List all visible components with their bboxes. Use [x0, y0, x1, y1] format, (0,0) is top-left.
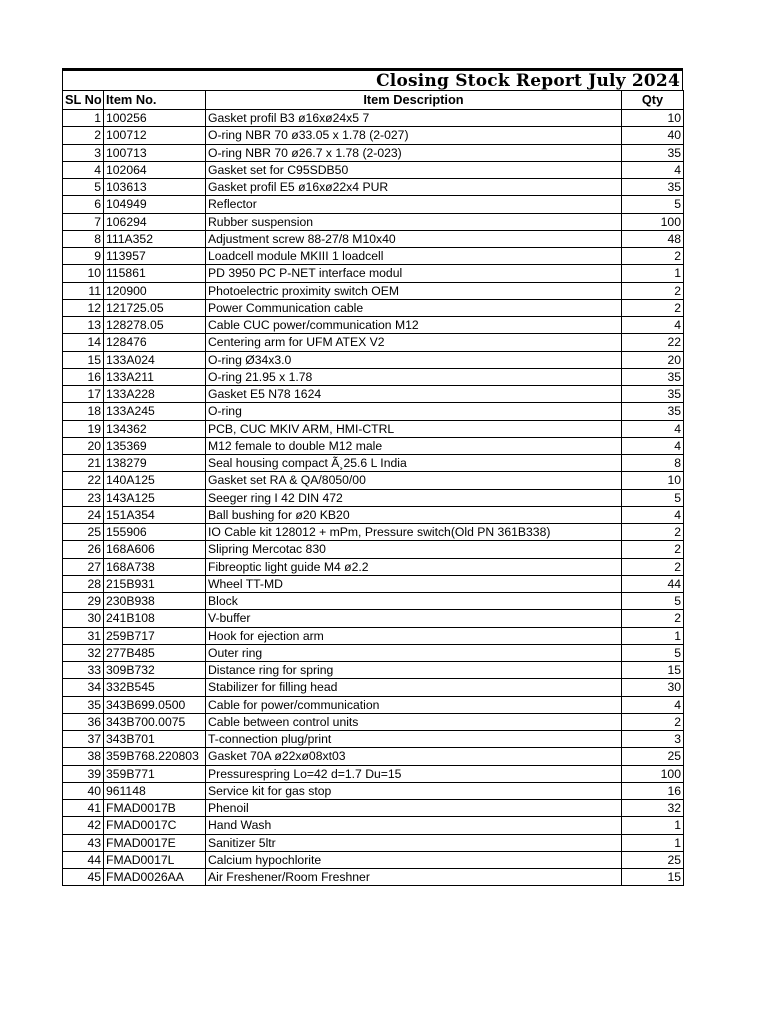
- qty-cell: 35: [622, 403, 684, 420]
- sl-no-cell: 12: [63, 299, 104, 316]
- qty-cell: 2: [622, 248, 684, 265]
- table-row: [63, 420, 684, 437]
- item-no-cell: 359B771: [104, 765, 206, 782]
- description-cell: Gasket profil B3 ø16xø24x5 7: [206, 110, 622, 127]
- table-row: [63, 282, 684, 299]
- item-no-cell: 332B545: [104, 679, 206, 696]
- table-row: [63, 644, 684, 661]
- sl-no-cell: 30: [63, 610, 104, 627]
- qty-cell: 2: [622, 282, 684, 299]
- item-no-cell: 120900: [104, 282, 206, 299]
- table-row: [63, 472, 684, 489]
- item-no-cell: 215B931: [104, 575, 206, 592]
- sl-no-cell: 33: [63, 662, 104, 679]
- table-row: [63, 403, 684, 420]
- header-description: Item Description: [206, 91, 622, 110]
- description-cell: Service kit for gas stop: [206, 782, 622, 799]
- qty-cell: 35: [622, 386, 684, 403]
- sl-no-cell: 41: [63, 800, 104, 817]
- qty-cell: 20: [622, 351, 684, 368]
- sl-no-cell: 17: [63, 386, 104, 403]
- qty-cell: 10: [622, 472, 684, 489]
- sl-no-cell: 14: [63, 334, 104, 351]
- description-cell: Fibreoptic light guide M4 ø2.2: [206, 558, 622, 575]
- table-row: [63, 506, 684, 523]
- sl-no-cell: 35: [63, 696, 104, 713]
- qty-cell: 1: [622, 627, 684, 644]
- table-row: [63, 265, 684, 282]
- item-no-cell: 133A245: [104, 403, 206, 420]
- table-row: [63, 748, 684, 765]
- item-no-cell: 343B700.0075: [104, 713, 206, 730]
- description-cell: Gasket set RA & QA/8050/00: [206, 472, 622, 489]
- qty-cell: 8: [622, 455, 684, 472]
- header-row: [63, 91, 684, 110]
- item-no-cell: 309B732: [104, 662, 206, 679]
- item-no-cell: FMAD0017B: [104, 800, 206, 817]
- qty-cell: 3: [622, 731, 684, 748]
- item-no-cell: 102064: [104, 161, 206, 178]
- qty-cell: 35: [622, 144, 684, 161]
- description-cell: Cable for power/communication: [206, 696, 622, 713]
- item-no-cell: FMAD0017E: [104, 834, 206, 851]
- item-no-cell: 277B485: [104, 644, 206, 661]
- table-row: [63, 248, 684, 265]
- table-row: [63, 731, 684, 748]
- description-cell: Stabilizer for filling head: [206, 679, 622, 696]
- table-row: [63, 679, 684, 696]
- item-no-cell: 155906: [104, 524, 206, 541]
- qty-cell: 40: [622, 127, 684, 144]
- qty-cell: 1: [622, 265, 684, 282]
- table-row: [63, 782, 684, 799]
- qty-cell: 100: [622, 765, 684, 782]
- table-row: [63, 127, 684, 144]
- sl-no-cell: 22: [63, 472, 104, 489]
- qty-cell: 15: [622, 662, 684, 679]
- sl-no-cell: 5: [63, 179, 104, 196]
- table-row: [63, 851, 684, 868]
- item-no-cell: 151A354: [104, 506, 206, 523]
- description-cell: Pressurespring Lo=42 d=1.7 Du=15: [206, 765, 622, 782]
- sl-no-cell: 6: [63, 196, 104, 213]
- table-row: [63, 696, 684, 713]
- table-row: [63, 489, 684, 506]
- table-row: [63, 541, 684, 558]
- header-item-no: Item No.: [104, 91, 206, 110]
- item-no-cell: 241B108: [104, 610, 206, 627]
- item-no-cell: 143A125: [104, 489, 206, 506]
- sl-no-cell: 15: [63, 351, 104, 368]
- description-cell: T-connection plug/print: [206, 731, 622, 748]
- item-no-cell: 115861: [104, 265, 206, 282]
- description-cell: Cable CUC power/communication M12: [206, 317, 622, 334]
- description-cell: O-ring NBR 70 ø33.05 x 1.78 (2-027): [206, 127, 622, 144]
- qty-cell: 2: [622, 541, 684, 558]
- description-cell: Adjustment screw 88-27/8 M10x40: [206, 230, 622, 247]
- table-row: [63, 437, 684, 454]
- description-cell: V-buffer: [206, 610, 622, 627]
- sl-no-cell: 28: [63, 575, 104, 592]
- qty-cell: 5: [622, 593, 684, 610]
- sl-no-cell: 39: [63, 765, 104, 782]
- sl-no-cell: 26: [63, 541, 104, 558]
- description-cell: PCB, CUC MKIV ARM, HMI-CTRL: [206, 420, 622, 437]
- description-cell: Calcium hypochlorite: [206, 851, 622, 868]
- table-row: [63, 610, 684, 627]
- qty-cell: 5: [622, 196, 684, 213]
- qty-cell: 100: [622, 213, 684, 230]
- sl-no-cell: 3: [63, 144, 104, 161]
- item-no-cell: 343B699.0500: [104, 696, 206, 713]
- qty-cell: 5: [622, 489, 684, 506]
- table-row: [63, 869, 684, 886]
- item-no-cell: 100256: [104, 110, 206, 127]
- description-cell: M12 female to double M12 male: [206, 437, 622, 454]
- qty-cell: 32: [622, 800, 684, 817]
- table-row: [63, 317, 684, 334]
- report-title: Closing Stock Report July 2024: [376, 70, 680, 91]
- qty-cell: 4: [622, 696, 684, 713]
- description-cell: Gasket profil E5 ø16xø22x4 PUR: [206, 179, 622, 196]
- item-no-cell: 135369: [104, 437, 206, 454]
- description-cell: Loadcell module MKIII 1 loadcell: [206, 248, 622, 265]
- qty-cell: 25: [622, 748, 684, 765]
- sl-no-cell: 43: [63, 834, 104, 851]
- sl-no-cell: 32: [63, 644, 104, 661]
- table-row: [63, 765, 684, 782]
- table-row: [63, 662, 684, 679]
- qty-cell: 1: [622, 834, 684, 851]
- qty-cell: 10: [622, 110, 684, 127]
- qty-cell: 48: [622, 230, 684, 247]
- item-no-cell: 134362: [104, 420, 206, 437]
- sl-no-cell: 16: [63, 368, 104, 385]
- description-cell: O-ring Ø34x3.0: [206, 351, 622, 368]
- sl-no-cell: 7: [63, 213, 104, 230]
- table-row: [63, 299, 684, 316]
- description-cell: IO Cable kit 128012 + mPm, Pressure switch(Old PN 361B338): [206, 524, 622, 541]
- item-no-cell: 128278.05: [104, 317, 206, 334]
- item-no-cell: 104949: [104, 196, 206, 213]
- description-cell: Seeger ring I 42 DIN 472: [206, 489, 622, 506]
- qty-cell: 30: [622, 679, 684, 696]
- qty-cell: 2: [622, 558, 684, 575]
- item-no-cell: 140A125: [104, 472, 206, 489]
- table-row: [63, 351, 684, 368]
- sl-no-cell: 18: [63, 403, 104, 420]
- table-row: [63, 558, 684, 575]
- sl-no-cell: 42: [63, 817, 104, 834]
- table-row: [63, 575, 684, 592]
- qty-cell: 5: [622, 644, 684, 661]
- description-cell: Photoelectric proximity switch OEM: [206, 282, 622, 299]
- sl-no-cell: 27: [63, 558, 104, 575]
- item-no-cell: 111A352: [104, 230, 206, 247]
- description-cell: Gasket set for C95SDB50: [206, 161, 622, 178]
- item-no-cell: 168A606: [104, 541, 206, 558]
- header-qty: Qty: [622, 91, 684, 110]
- description-cell: Centering arm for UFM ATEX V2: [206, 334, 622, 351]
- table-row: [63, 144, 684, 161]
- table-row: [63, 196, 684, 213]
- table-row: [63, 455, 684, 472]
- description-cell: Rubber suspension: [206, 213, 622, 230]
- item-no-cell: 113957: [104, 248, 206, 265]
- sl-no-cell: 23: [63, 489, 104, 506]
- item-no-cell: 106294: [104, 213, 206, 230]
- sl-no-cell: 10: [63, 265, 104, 282]
- item-no-cell: 121725.05: [104, 299, 206, 316]
- sl-no-cell: 40: [63, 782, 104, 799]
- sl-no-cell: 24: [63, 506, 104, 523]
- description-cell: Hand Wash: [206, 817, 622, 834]
- item-no-cell: 133A211: [104, 368, 206, 385]
- description-cell: Power Communication cable: [206, 299, 622, 316]
- sl-no-cell: 37: [63, 731, 104, 748]
- description-cell: Cable between control units: [206, 713, 622, 730]
- sl-no-cell: 20: [63, 437, 104, 454]
- sl-no-cell: 29: [63, 593, 104, 610]
- description-cell: Slipring Mercotac 830: [206, 541, 622, 558]
- item-no-cell: FMAD0026AA: [104, 869, 206, 886]
- qty-cell: 2: [622, 299, 684, 316]
- table-row: [63, 161, 684, 178]
- table-row: [63, 230, 684, 247]
- table-row: [63, 213, 684, 230]
- table-row: [63, 834, 684, 851]
- table-body: [63, 110, 684, 886]
- sl-no-cell: 9: [63, 248, 104, 265]
- description-cell: PD 3950 PC P-NET interface modul: [206, 265, 622, 282]
- description-cell: Block: [206, 593, 622, 610]
- header-sl-no: SL No: [63, 91, 104, 110]
- item-no-cell: FMAD0017C: [104, 817, 206, 834]
- sl-no-cell: 34: [63, 679, 104, 696]
- table-row: [63, 368, 684, 385]
- sl-no-cell: 21: [63, 455, 104, 472]
- sl-no-cell: 13: [63, 317, 104, 334]
- item-no-cell: 259B717: [104, 627, 206, 644]
- item-no-cell: 133A228: [104, 386, 206, 403]
- qty-cell: 44: [622, 575, 684, 592]
- qty-cell: 25: [622, 851, 684, 868]
- description-cell: Air Freshener/Room Freshner: [206, 869, 622, 886]
- description-cell: Gasket E5 N78 1624: [206, 386, 622, 403]
- qty-cell: 4: [622, 506, 684, 523]
- qty-cell: 22: [622, 334, 684, 351]
- table-row: [63, 800, 684, 817]
- sl-no-cell: 8: [63, 230, 104, 247]
- item-no-cell: 100713: [104, 144, 206, 161]
- description-cell: Wheel TT-MD: [206, 575, 622, 592]
- qty-cell: 4: [622, 420, 684, 437]
- item-no-cell: 128476: [104, 334, 206, 351]
- qty-cell: 4: [622, 437, 684, 454]
- qty-cell: 1: [622, 817, 684, 834]
- sl-no-cell: 19: [63, 420, 104, 437]
- qty-cell: 4: [622, 317, 684, 334]
- stock-report-sheet: [62, 68, 683, 886]
- table-header: [63, 91, 684, 110]
- description-cell: O-ring: [206, 403, 622, 420]
- sl-no-cell: 11: [63, 282, 104, 299]
- description-cell: Hook for ejection arm: [206, 627, 622, 644]
- qty-cell: 2: [622, 524, 684, 541]
- table-row: [63, 713, 684, 730]
- table-row: [63, 524, 684, 541]
- description-cell: Seal housing compact Ã¸25.6 L India: [206, 455, 622, 472]
- item-no-cell: 168A738: [104, 558, 206, 575]
- table-row: [63, 627, 684, 644]
- qty-cell: 2: [622, 713, 684, 730]
- table-row: [63, 593, 684, 610]
- sl-no-cell: 45: [63, 869, 104, 886]
- sl-no-cell: 2: [63, 127, 104, 144]
- description-cell: Phenoil: [206, 800, 622, 817]
- description-cell: Distance ring for spring: [206, 662, 622, 679]
- table-row: [63, 110, 684, 127]
- qty-cell: 35: [622, 179, 684, 196]
- table-row: [63, 334, 684, 351]
- qty-cell: 16: [622, 782, 684, 799]
- item-no-cell: 100712: [104, 127, 206, 144]
- table-row: [63, 179, 684, 196]
- item-no-cell: FMAD0017L: [104, 851, 206, 868]
- table-row: [63, 386, 684, 403]
- stock-table: [62, 90, 684, 886]
- description-cell: Sanitizer 5ltr: [206, 834, 622, 851]
- qty-cell: 35: [622, 368, 684, 385]
- sl-no-cell: 4: [63, 161, 104, 178]
- qty-cell: 4: [622, 161, 684, 178]
- sl-no-cell: 1: [63, 110, 104, 127]
- description-cell: O-ring 21.95 x 1.78: [206, 368, 622, 385]
- item-no-cell: 359B768.220803: [104, 748, 206, 765]
- sl-no-cell: 25: [63, 524, 104, 541]
- description-cell: Gasket 70A ø22xø08xt03: [206, 748, 622, 765]
- table-row: [63, 817, 684, 834]
- item-no-cell: 343B701: [104, 731, 206, 748]
- description-cell: Reflector: [206, 196, 622, 213]
- sl-no-cell: 38: [63, 748, 104, 765]
- item-no-cell: 138279: [104, 455, 206, 472]
- sl-no-cell: 44: [63, 851, 104, 868]
- description-cell: Ball bushing for ø20 KB20: [206, 506, 622, 523]
- item-no-cell: 103613: [104, 179, 206, 196]
- qty-cell: 2: [622, 610, 684, 627]
- item-no-cell: 961148: [104, 782, 206, 799]
- title-row: [62, 68, 683, 90]
- description-cell: O-ring NBR 70 ø26.7 x 1.78 (2-023): [206, 144, 622, 161]
- qty-cell: 15: [622, 869, 684, 886]
- item-no-cell: 133A024: [104, 351, 206, 368]
- description-cell: Outer ring: [206, 644, 622, 661]
- item-no-cell: 230B938: [104, 593, 206, 610]
- sl-no-cell: 31: [63, 627, 104, 644]
- sl-no-cell: 36: [63, 713, 104, 730]
